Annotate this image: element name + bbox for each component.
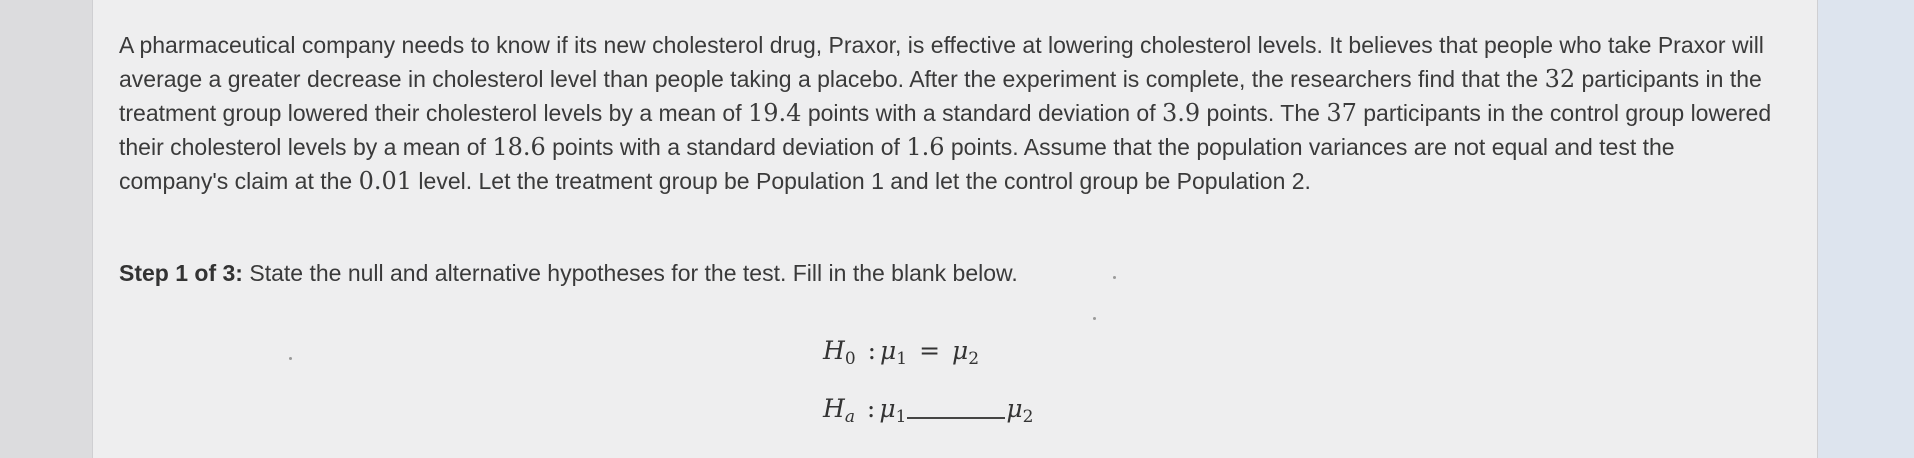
null-hypothesis — [823, 334, 1123, 376]
problem-text-part: level. Let the treatment group be Population 1 and let the control group be Population 2. — [412, 168, 1311, 194]
null-colon: : — [867, 336, 877, 365]
speck-dot — [289, 357, 292, 360]
null-mu1-subscript: 1 — [896, 349, 908, 369]
problem-text — [119, 28, 1779, 198]
step-text: State the null and alternative hypotheses for the test. Fill in the blank below. — [242, 260, 1018, 286]
null-mu1: μ — [880, 336, 897, 365]
control-mean: 18.6 — [492, 133, 546, 161]
control-sample-size: 37 — [1326, 99, 1357, 127]
problem-text-part: points. The — [1200, 100, 1327, 126]
alternative-hypothesis — [823, 392, 1123, 434]
null-mu2-subscript: 2 — [968, 349, 980, 369]
equals-sign: = — [919, 336, 941, 365]
significance-level: 0.01 — [358, 167, 413, 195]
question-panel — [92, 0, 1818, 458]
problem-text-part: points. Assume that the population variances are not equal and test the company's claim at the — [119, 134, 1675, 194]
speck-dot — [1113, 276, 1116, 279]
alternative-blank-input[interactable] — [907, 417, 1005, 419]
treatment-sample-size: 32 — [1544, 65, 1576, 93]
null-h-symbol: H — [823, 336, 845, 365]
problem-text-part: participants in the treatment group lowered their cholesterol levels by a mean of — [119, 66, 1762, 126]
alt-mu1: μ — [879, 394, 896, 423]
problem-text-part: points with a standard deviation of — [801, 100, 1162, 126]
alt-colon: : — [866, 394, 876, 423]
alt-h-subscript: a — [844, 407, 855, 427]
null-mu2: μ — [951, 336, 969, 365]
step-instruction — [119, 256, 1519, 290]
alt-h-symbol: H — [823, 394, 845, 423]
speck-dot — [1093, 317, 1096, 320]
treatment-sd: 3.9 — [1162, 99, 1201, 127]
alt-mu2: μ — [1006, 394, 1023, 423]
problem-text-part: A pharmaceutical company needs to know if its new cholesterol drug, Praxor, is effective at lowering cholesterol levels. It believes that people who take Praxor will average a greater decrease in cholesterol level than people taking a placebo. After the experiment is complete, the researchers find that the — [119, 32, 1764, 92]
problem-statement — [119, 28, 1779, 198]
right-margin — [1818, 0, 1914, 458]
problem-text-part: participants in the control group lowered their cholesterol levels by a mean of — [119, 100, 1772, 160]
alt-mu1-subscript: 1 — [895, 407, 907, 427]
null-h-subscript: 0 — [844, 349, 856, 369]
left-margin — [0, 0, 92, 458]
step-label: Step 1 of 3: — [119, 260, 243, 286]
treatment-mean: 19.4 — [748, 99, 802, 127]
problem-text-part: points with a standard deviation of — [545, 134, 907, 160]
control-sd: 1.6 — [906, 133, 945, 161]
alt-mu2-subscript: 2 — [1022, 407, 1034, 427]
